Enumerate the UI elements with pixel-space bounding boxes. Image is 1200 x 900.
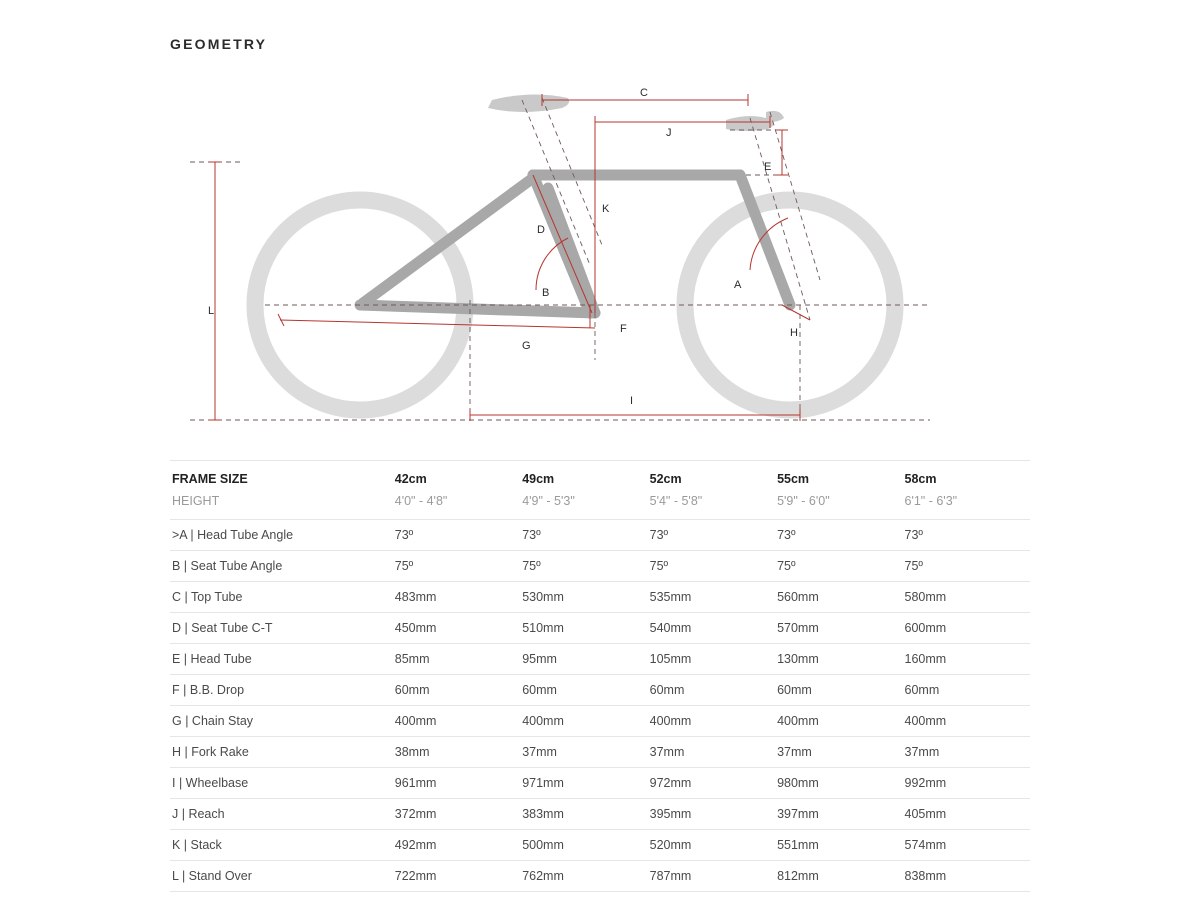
row-label: E | Head Tube: [170, 643, 393, 674]
subheader-value: 4'9" - 5'3": [520, 491, 647, 520]
row-value: 992mm: [903, 767, 1030, 798]
label-A: A: [734, 279, 742, 291]
bike-saddle-icon: [488, 94, 569, 112]
row-value: 400mm: [775, 705, 902, 736]
subheader-label-height: HEIGHT: [170, 491, 393, 520]
row-label: B | Seat Tube Angle: [170, 550, 393, 581]
row-value: 492mm: [393, 829, 520, 860]
column-header-52cm: 52cm: [649, 472, 682, 487]
table-row: [170, 643, 1030, 674]
row-value: 570mm: [775, 612, 902, 643]
table-row: [170, 550, 1030, 581]
label-G: G: [522, 340, 531, 352]
row-value: 574mm: [903, 829, 1030, 860]
row-value: 37mm: [903, 736, 1030, 767]
row-value: 75º: [775, 550, 902, 581]
row-value: 397mm: [775, 798, 902, 829]
label-I: I: [630, 395, 634, 407]
row-value: 560mm: [775, 581, 902, 612]
row-value: 722mm: [393, 860, 520, 891]
row-value: 37mm: [520, 736, 647, 767]
table-row: [170, 674, 1030, 705]
geometry-table: [170, 462, 1030, 892]
row-value: 73º: [648, 519, 775, 550]
geometry-table-wrap: [170, 462, 1030, 892]
row-label: L | Stand Over: [170, 860, 393, 891]
row-value: 510mm: [520, 612, 647, 643]
row-value: 812mm: [775, 860, 902, 891]
row-value: 60mm: [775, 674, 902, 705]
row-value: 762mm: [520, 860, 647, 891]
table-row: [170, 519, 1030, 550]
row-label: D | Seat Tube C-T: [170, 612, 393, 643]
column-header-55cm: 55cm: [777, 472, 810, 487]
row-label: H | Fork Rake: [170, 736, 393, 767]
row-value: 450mm: [393, 612, 520, 643]
row-label: G | Chain Stay: [170, 705, 393, 736]
row-value: 73º: [520, 519, 647, 550]
row-value: 405mm: [903, 798, 1030, 829]
row-label: I | Wheelbase: [170, 767, 393, 798]
row-value: 75º: [393, 550, 520, 581]
row-value: 85mm: [393, 643, 520, 674]
column-header-58cm: 58cm: [904, 472, 937, 487]
table-row: [170, 767, 1030, 798]
label-J: J: [666, 127, 672, 139]
row-value: 73º: [775, 519, 902, 550]
row-value: 95mm: [520, 643, 647, 674]
row-value: 383mm: [520, 798, 647, 829]
row-value: 37mm: [775, 736, 902, 767]
row-value: 980mm: [775, 767, 902, 798]
table-row: [170, 829, 1030, 860]
row-value: 535mm: [648, 581, 775, 612]
label-B: B: [542, 287, 550, 299]
row-value: 105mm: [648, 643, 775, 674]
column-header-49cm: 49cm: [522, 472, 555, 487]
row-value: 400mm: [903, 705, 1030, 736]
row-label: F | B.B. Drop: [170, 674, 393, 705]
label-L: L: [208, 305, 215, 317]
subheader-value: 5'4" - 5'8": [648, 491, 775, 520]
row-value: 372mm: [393, 798, 520, 829]
diagram-guide-lines: [190, 98, 930, 420]
label-D: D: [537, 224, 545, 236]
subheader-value: 5'9" - 6'0": [775, 491, 902, 520]
row-value: 38mm: [393, 736, 520, 767]
table-subheader-row-height: [170, 491, 1030, 520]
row-value: 551mm: [775, 829, 902, 860]
row-value: 600mm: [903, 612, 1030, 643]
row-label: K | Stack: [170, 829, 393, 860]
label-C: C: [640, 87, 648, 99]
row-value: 530mm: [520, 581, 647, 612]
table-row: [170, 581, 1030, 612]
label-E: E: [764, 161, 772, 173]
label-H: H: [790, 327, 798, 339]
row-value: 395mm: [648, 798, 775, 829]
row-value: 60mm: [903, 674, 1030, 705]
bike-geometry-diagram: [170, 70, 1030, 450]
row-label: >A | Head Tube Angle: [170, 519, 393, 550]
row-value: 60mm: [393, 674, 520, 705]
row-value: 500mm: [520, 829, 647, 860]
page-title: GEOMETRY: [170, 36, 268, 52]
row-value: 971mm: [520, 767, 647, 798]
column-header-42cm: 42cm: [394, 472, 427, 487]
row-value: 483mm: [393, 581, 520, 612]
row-value: 400mm: [520, 705, 647, 736]
row-value: 400mm: [393, 705, 520, 736]
table-top-divider: [170, 460, 1030, 461]
row-value: 75º: [903, 550, 1030, 581]
row-value: 838mm: [903, 860, 1030, 891]
table-row: [170, 736, 1030, 767]
label-K: K: [602, 203, 610, 215]
subheader-value: 6'1" - 6'3": [903, 491, 1030, 520]
row-value: 160mm: [903, 643, 1030, 674]
row-value: 400mm: [648, 705, 775, 736]
row-value: 972mm: [648, 767, 775, 798]
table-row: [170, 705, 1030, 736]
row-value: 787mm: [648, 860, 775, 891]
label-F: F: [620, 323, 627, 335]
row-value: 60mm: [520, 674, 647, 705]
row-value: 75º: [520, 550, 647, 581]
row-value: 73º: [393, 519, 520, 550]
row-value: 961mm: [393, 767, 520, 798]
subheader-value: 4'0" - 4'8": [393, 491, 520, 520]
row-value: 73º: [903, 519, 1030, 550]
table-row: [170, 860, 1030, 891]
table-header-row: [170, 462, 1030, 491]
bike-frame-icon: [360, 175, 790, 313]
row-value: 580mm: [903, 581, 1030, 612]
table-row: [170, 612, 1030, 643]
row-label: J | Reach: [170, 798, 393, 829]
column-header-frame-size: FRAME SIZE: [172, 472, 248, 487]
row-value: 540mm: [648, 612, 775, 643]
table-row: [170, 798, 1030, 829]
row-value: 37mm: [648, 736, 775, 767]
row-value: 75º: [648, 550, 775, 581]
row-value: 520mm: [648, 829, 775, 860]
row-label: C | Top Tube: [170, 581, 393, 612]
row-value: 60mm: [648, 674, 775, 705]
row-value: 130mm: [775, 643, 902, 674]
bike-handlebar-icon: [726, 111, 784, 131]
